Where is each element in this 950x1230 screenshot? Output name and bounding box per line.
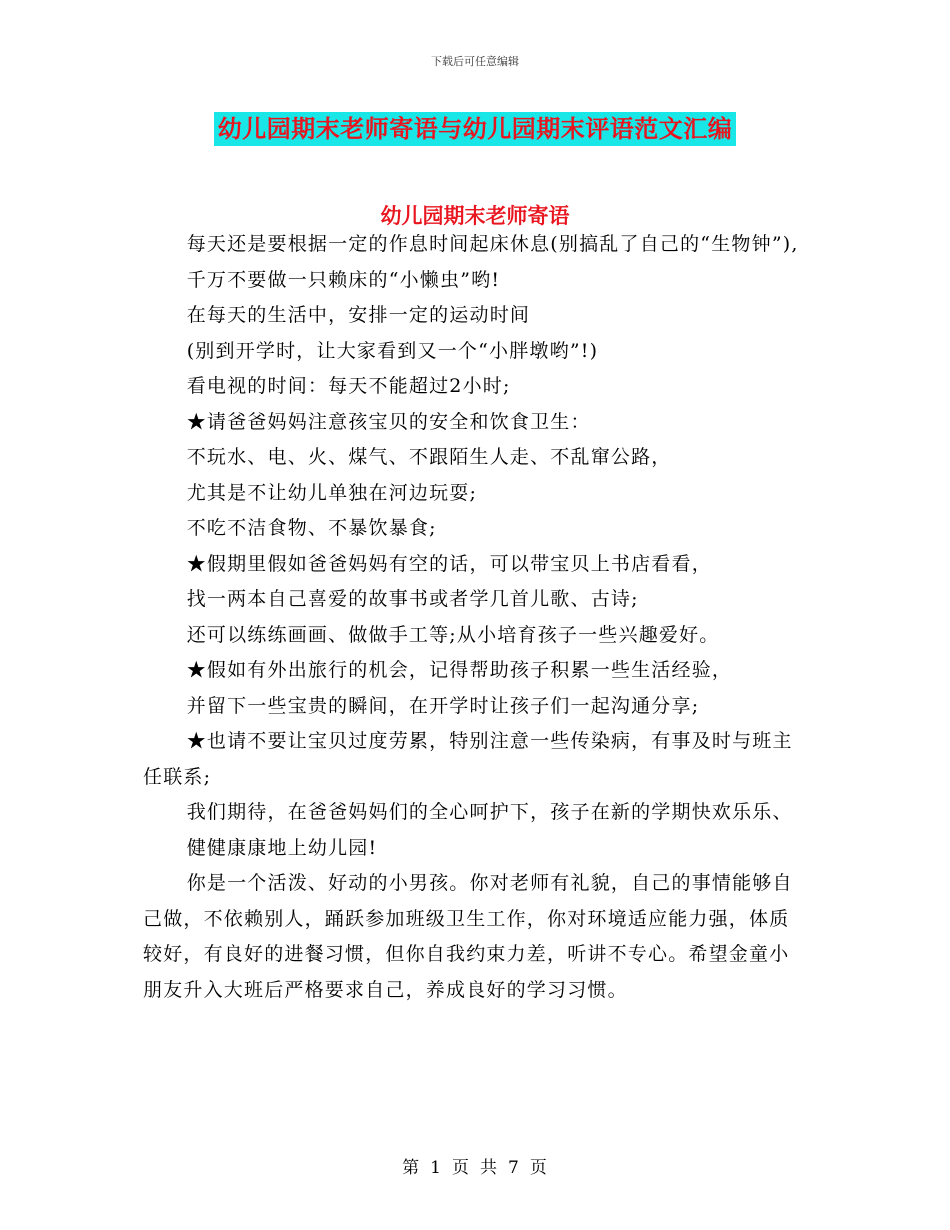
paragraph: 并留下一些宝贵的瞬间，在开学时让孩子们一起沟通分享;: [186, 694, 700, 717]
paragraph: ★假如有外出旅行的机会，记得帮助孩子积累一些生活经验，: [186, 659, 733, 681]
footer-prefix: 第: [402, 1158, 421, 1178]
section-title: 幼儿园期末老师寄语: [380, 203, 570, 228]
paragraph: 每天还是要根据一定的作息时间起床休息(别搞乱了自己的“生物钟”),: [186, 233, 799, 255]
paragraph: 健健康康地上幼儿园!: [186, 836, 378, 859]
paragraph: 不吃不洁食物、不暴饮暴食;: [186, 517, 437, 539]
body-text: [143, 227, 808, 1008]
paragraph: 看电视的时间：每天不能超过2小时;: [186, 375, 511, 397]
main-title-wrap: [0, 112, 950, 146]
main-title: 幼儿园期末老师寄语与幼儿园期末评语范文汇编: [214, 112, 737, 146]
paragraph: 不玩水、电、火、煤气、不跟陌生人走、不乱窜公路，: [186, 446, 672, 468]
paragraph: ★也请不要让宝贝过度劳累，特别注意一些传染病，有事及时与班主任联系;: [143, 730, 793, 788]
paragraph: 你是一个活泼、好动的小男孩。你对老师有礼貌，自己的事情能够自己做，不依赖别人，踊跃参加班级卫生工作，你对环境适应能力强，体质较好，有良好的进餐习惯，但你自我约束力差，听讲不专心。希望金童小朋友升入大班后严格要求自己，养成良好的学习习惯。: [143, 872, 793, 1001]
footer-page-label: 页: [452, 1158, 470, 1178]
paragraph: 在每天的生活中，安排一定的运动时间: [186, 304, 531, 326]
paragraph: (别到开学时，让大家看到又一个“小胖墩哟”!): [186, 339, 599, 362]
paragraph: ★假期里假如爸爸妈妈有空的话，可以带宝贝上书店看看，: [186, 552, 712, 575]
page-footer: [0, 1153, 950, 1178]
paragraph: ★请爸爸妈妈注意孩宝贝的安全和饮食卫生：: [186, 410, 591, 433]
paragraph: 尤其是不让幼儿单独在河边玩耍;: [186, 481, 478, 504]
footer-page-number: 1: [430, 1158, 442, 1178]
header-note: 下载后可任意编辑: [431, 55, 519, 68]
paragraph: 千万不要做一只赖床的“小懒虫”哟!: [186, 268, 501, 291]
footer-suffix: 页: [529, 1158, 548, 1178]
paragraph: 找一两本自己喜爱的故事书或者学几首儿歌、古诗;: [186, 588, 639, 610]
footer-total-pages: 7: [508, 1158, 520, 1178]
footer-total-label: 共: [480, 1158, 498, 1178]
paragraph: 还可以练练画画、做做手工等;从小培育孩子一些兴趣爱好。: [186, 623, 720, 646]
paragraph: 我们期待，在爸爸妈妈们的全心呵护下，孩子在新的学期快欢乐乐、: [186, 801, 793, 823]
